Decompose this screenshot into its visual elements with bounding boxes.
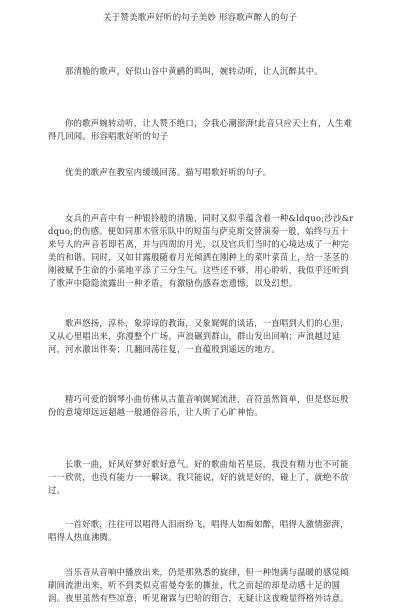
- paragraph-1: 那清脆的歌声，好似山谷中黄鹂的鸣叫，婉转动听，让人沉醉其中。: [65, 66, 323, 76]
- paragraph-8: 一首好歌，往往可以唱得人泪雨纷飞，唱得人如痴如醉，唱得人激情澎湃，唱得人热血沸腾。: [48, 519, 349, 542]
- document-title: 关于赞美歌声好听的句子美妙 形容歌声醉人的句子: [102, 13, 298, 23]
- paragraph-3: 优美的歌声在教室内缓缓回荡。描写唱歌好听的句子。: [65, 167, 272, 177]
- paragraph-5: 歌声悠扬，淳朴，象谆谆的教诲，又象娓娓的谈话，一直唱到人们的心里，又从心里唱出来，弥漫整个广场。声浪碾到群山，群山发出回响；声浪越过延河，河水激出伴奏；几翻回荡往复，一直蕴殷到遥远的地方。: [48, 318, 349, 354]
- paragraph-4: 女兵的声音中有一种银铃般的清脆，同时又似乎蕴含着一种&ldquo;沙沙&rdquo;的伤感。便如同那木管乐队中的短笛与萨克斯交替演奏一般，始终与五十来号人的声音若即若离，并与四周的月光，以及官兵们当时的心境达成了一种完美的和谐。同时，又如甘露般随着月光倾洒在刚种上的菜叶菜苗上，给一茎茎的刚被赋予生命的小菜地平添了三分生气。这些还不够，用心聆听，我似乎还听到了歌声中隐隐流露出一种矛盾，有激励伤感春恋遗憾，以及幻想。: [48, 213, 354, 288]
- paragraph-6: 精巧可爱的钢琴小曲仿佛从古董音响娓娓流泄，音符虽然简单，但是悠远殷份的意境却远远超越一般通俗音乐，让人听了心旷神怡。: [48, 394, 349, 417]
- paragraph-7: 长歌一曲，好风好梦好歌好意气。好的歌曲灿若星辰，我没有精力也不可能一一欣赏，也没有能力一一解读。我只能说，好的就是好的，碰上了，就绝不放过。: [48, 459, 349, 495]
- paragraph-9: 当乐音从音响中播放出来，仍是那熟悉的旋律，但一种饱满与温暖的感觉倾刷间流泄出来，听不到类似克雷曼夸张的撕扯，代之而起的却是动感十足的圆润。夜里虽然有些凉意，听见谢霖与巴哈的组合，无疑让这夜晚显得格外诗意。: [48, 567, 349, 603]
- paragraph-2: 你的歌声婉转动听，让人赞不绝口，令我心潮澎湃!此音只应天上有，人生难得几回闻。形容唱歌好听的句子: [48, 118, 353, 141]
